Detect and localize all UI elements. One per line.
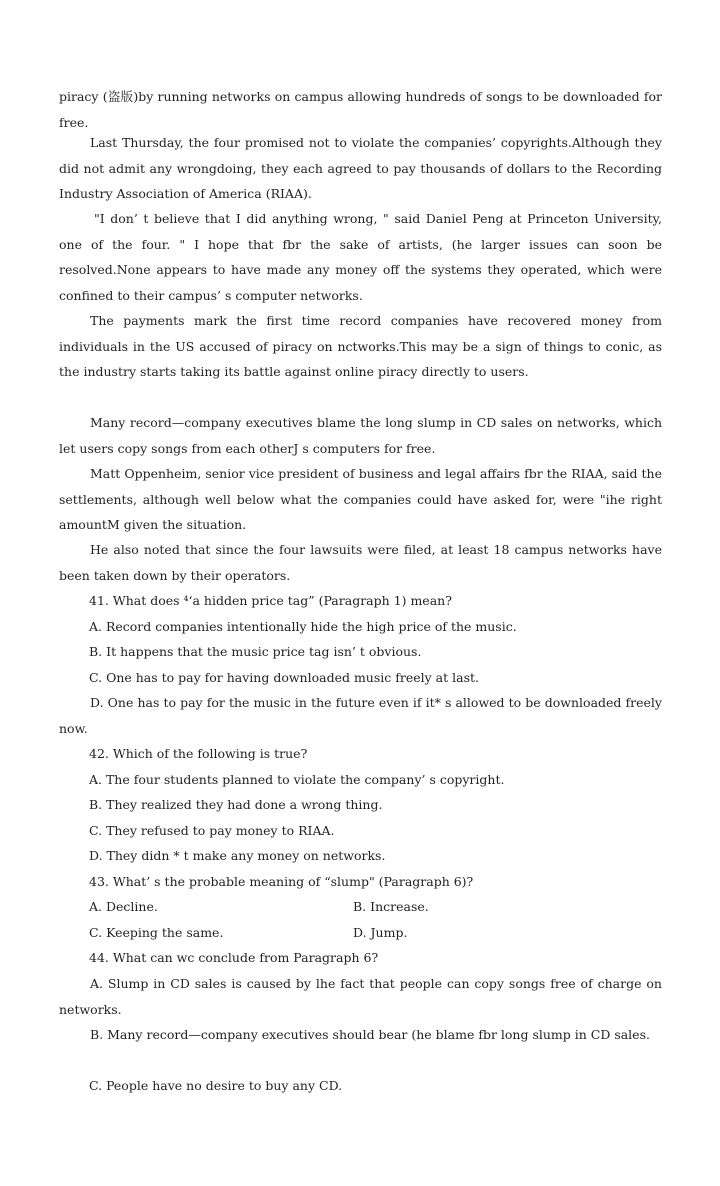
question-43-option-b: B. Increase. [353, 899, 429, 914]
question-41-option-b: B. It happens that the music price tag isn’ t obvious. [89, 644, 422, 659]
paragraph-continuation: piracy (盗版)by running networks on campus allowing hundreds of songs to be downloaded for free. [59, 89, 662, 130]
paragraph-last-thursday: Last Thursday, the four promised not to violate the companies’ copyrights.Although they did not admit any wrongdoing, they each agreed to pay thousands of dollars to the Recording Industry Association of America (RIAA). [59, 135, 662, 201]
paragraph-record-executives: Many record—company executives blame the long slump in CD sales on networks, which let users copy songs from each otherJ s computers for free. [59, 415, 662, 456]
question-44-option-b: B. Many record—company executives should bear (he blame fbr long slump in CD sales. [90, 1027, 650, 1042]
question-44-option-a: A. Slump in CD sales is caused by lhe fact that people can copy songs free of charge on networks. [59, 976, 662, 1017]
question-42-option-c: C. They refused to pay money to RIAA. [89, 823, 335, 838]
question-44-stem: 44. What can wc conclude from Paragraph 6? [89, 950, 379, 965]
question-41-stem: 41. What does ⁴‘a hidden price tag” (Paragraph 1) mean? [89, 593, 452, 608]
question-42-option-b: B. They realized they had done a wrong thing. [89, 797, 383, 812]
question-41-option-c: C. One has to pay for having downloaded music freely at last. [89, 670, 479, 685]
question-43-option-d: D. Jump. [353, 925, 408, 940]
paragraph-lawsuits: He also noted that since the four lawsuits were filed, at least 18 campus networks have been taken down by their operators. [59, 542, 662, 583]
paragraph-quote-daniel-peng: "I don’ t believe that I did anything wrong, " said Daniel Peng at Princeton University, one of the four. " I hope that fbr the sake of artists, (he larger issues can soon be resolved.None appears to have made any money off the systems they operated, which were confined to their campus’ s computer networks. [59, 211, 662, 303]
paragraph-matt-oppenheim: Matt Oppenheim, senior vice president of business and legal affairs fbr the RIAA, said the settlements, although well below what the companies could have asked for, were "ihe right amountM given the situation. [59, 466, 662, 532]
question-41-option-d: D. One has to pay for the music in the future even if it* s allowed to be downloaded freely now. [59, 695, 662, 736]
question-42-option-a: A. The four students planned to violate the company’ s copyright. [89, 772, 505, 787]
paragraph-payments: The payments mark the first time record companies have recovered money from individuals in the US accused of piracy on nctworks.This may be a sign of things to conic, as the industry starts taking its battle against online piracy directly to users. [59, 313, 662, 379]
question-42-stem: 42. Which of the following is true? [89, 746, 308, 761]
question-44-option-c: C. People have no desire to buy any CD. [89, 1078, 343, 1093]
question-43-option-c: C. Keeping the same. [89, 925, 224, 940]
question-43-option-a: A. Decline. [89, 899, 158, 914]
question-43-stem: 43. What’ s the probable meaning of “slump" (Paragraph 6)? [89, 874, 474, 889]
question-42-option-d: D. They didn * t make any money on networks. [89, 848, 386, 863]
question-41-option-a: A. Record companies intentionally hide the high price of the music. [89, 619, 517, 634]
